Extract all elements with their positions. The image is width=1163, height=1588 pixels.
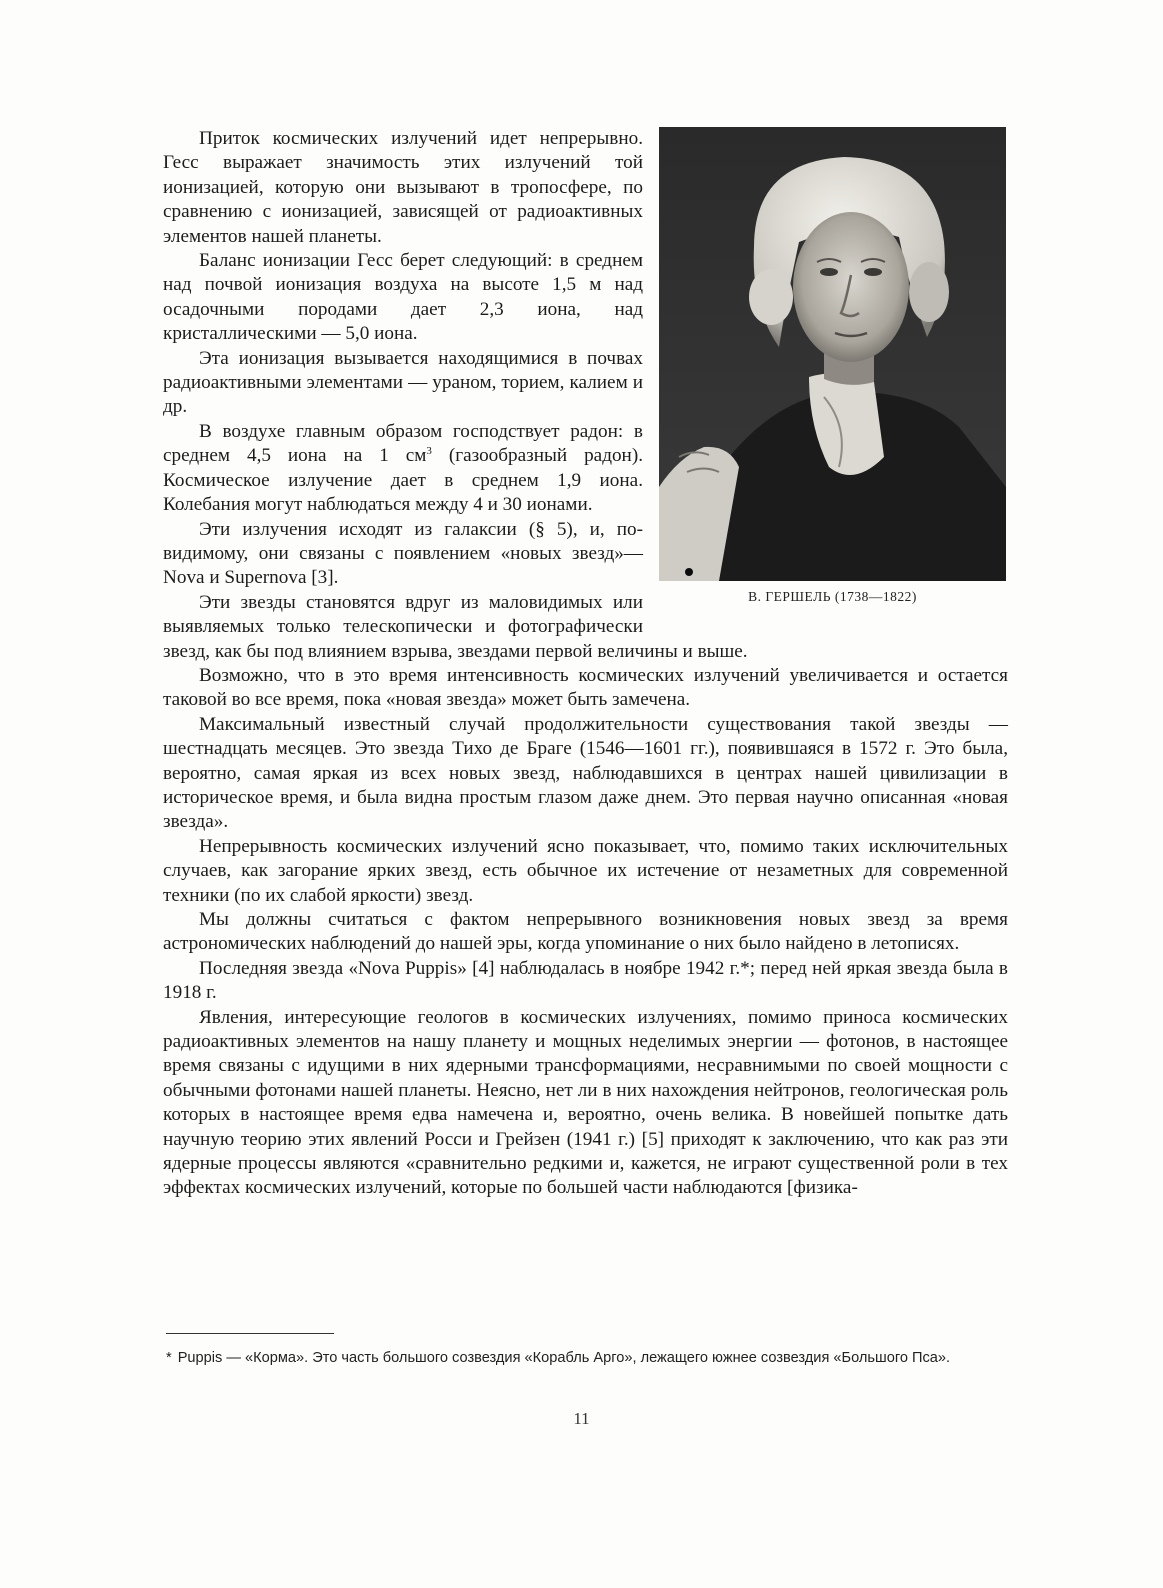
portrait-caption: В. ГЕРШЕЛЬ (1738—1822) bbox=[748, 589, 917, 604]
paragraph-5: Эти излучения исходят из галаксии (§ 5), и, по-видимому, они связаны с появлением «новых звезд»— Nova и Supernova [3]. bbox=[163, 518, 643, 589]
paragraph-2: Баланс ионизации Гесс берет следующий: в среднем над почвой ионизация воздуха на высоте 1,5 м над осадочными породами дает 2,3 иона, над кристаллическими — 5,0 иона. bbox=[163, 250, 643, 345]
paragraph-7: Возможно, что в это время интенсивность космических излучений увеличивается и остается таковой во все время, пока «новая звезда» может быть замечена. bbox=[163, 664, 1008, 711]
footnote-divider bbox=[166, 1333, 334, 1334]
body-text bbox=[163, 127, 1008, 1201]
paragraph-12: Явления, интересующие геологов в космических излучениях, помимо приноса космических радиоактивных элементов на нашу планету и мощных неделимых энергии — фотонов, в настоящее время связаны с идущими в них ядерными трансформациями, несравнимыми по своей мощности с обычными фотонами нашей планеты. Неясно, нет ли в них нахождения нейтронов, геологическая роль которых в настоящее время едва намечена и, вероятно, очень велика. В новейшей попытке дать научную теорию этих явлений Росси и Грейзен (1941 г.) [5] приходят к заключению, что как раз эти ядерные процессы являются «сравнительно редкими и, кажется, не играют существенной роли в тех эффектах космических излучений, которые по большей части наблюдаются [физика- bbox=[163, 1006, 1008, 1199]
paragraph-3: Эта ионизация вызывается находящимися в почвах радиоактивными элементами — ураном, торием, калием и др. bbox=[163, 347, 643, 418]
paragraph-8: Максимальный известный случай продолжительности существования такой звезды — шестнадцать месяцев. Это звезда Тихо де Браге (1546—1601 гг.), появившаяся в 1572 г. Это была, вероятно, самая яркая из всех новых звезд, наблюдавшихся в центрах нашей цивилизации в историческое время, и была видна простым глазом даже днем. Это первая научно описанная «новая звезда». bbox=[163, 713, 1008, 833]
footnote bbox=[166, 1349, 1008, 1369]
paragraph-4-part-b: (газообразный радон). Космическое излучение дает в среднем 1,9 иона. Колебания могут наблюдаться между 4 и 30 ионами. bbox=[163, 445, 644, 516]
page-number: 11 bbox=[573, 1409, 590, 1428]
footnote-text: Puppis — «Корма». Это часть большого созвездия «Корабль Арго», лежащего южнее созвездия «Большого Пса». bbox=[177, 1350, 951, 1366]
paragraph-11: Последняя звезда «Nova Puppis» [4] наблюдалась в ноябре 1942 г.*; перед ней яркая звезда была в 1918 г. bbox=[163, 957, 1008, 1004]
paragraph-6: Эти звезды становятся вдруг из маловидимых или выявляемых только телескопически и фотографически звезд, как бы под влиянием взрыва, звездами первой величины и выше. bbox=[163, 591, 748, 662]
paragraph-9: Непрерывность космических излучений ясно показывает, что, помимо таких исключительных случаев, как загорание ярких звезд, есть обычное их истечение от незаметных для современной техники (по их слабой яркости) звезд. bbox=[163, 835, 1008, 906]
paragraph-4-part-a: В воздухе главным образом господствует радон: в среднем 4,5 иона на 1 см bbox=[163, 420, 643, 467]
footnote-mark: * bbox=[166, 1350, 172, 1366]
paragraph-1: Приток космических излучений идет непрерывно. Гесс выражает значимость этих излучений той ионизацией, которую они вызывают в тропосфере, по сравнению с ионизацией, зависящей от радиоактивных элементов нашей планеты. bbox=[163, 128, 643, 247]
paragraph-10: Мы должны считаться с фактом непрерывного возникновения новых звезд за время астрономических наблюдений до нашей эры, когда упоминание о них было найдено в летописях. bbox=[163, 909, 1008, 955]
superscript-3: 3 bbox=[426, 445, 432, 458]
